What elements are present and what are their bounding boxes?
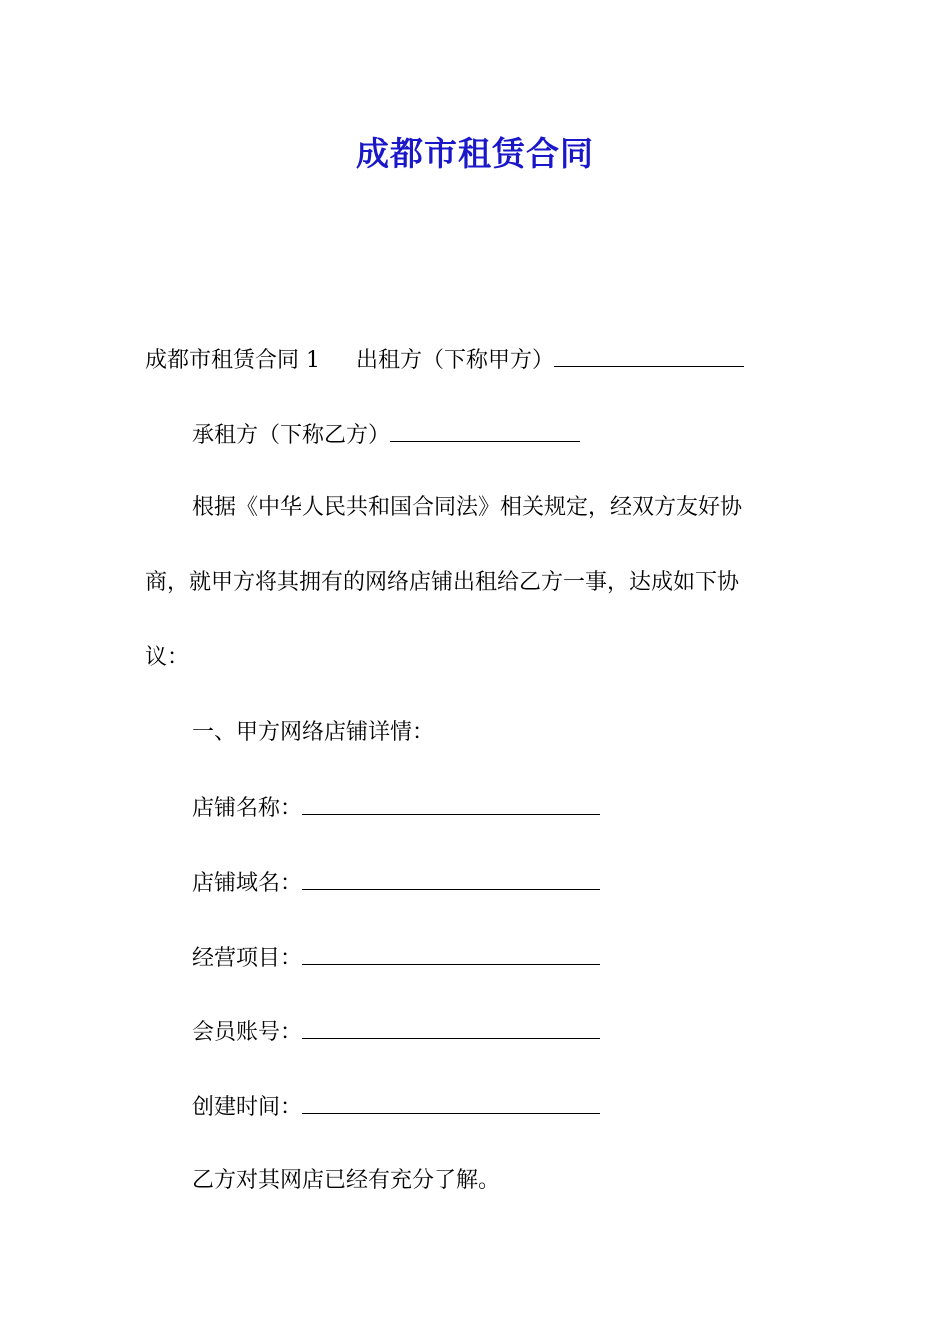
document-title: 成都市租赁合同 [356, 134, 594, 173]
paragraph-1-line-1: 根据《中华人民共和国合同法》相关规定，经双方友好协 [192, 495, 743, 520]
lessee-line [192, 419, 580, 451]
section-1-heading: 一、甲方网络店铺详情： [192, 720, 435, 745]
intro-heading: 成都市租赁合同 1 [145, 348, 320, 373]
field-blank[interactable] [302, 1091, 600, 1114]
field-blank[interactable] [302, 867, 600, 890]
lessee-label: 承租方（下称乙方） [192, 423, 391, 448]
paragraph-1-line-2: 商，就甲方将其拥有的网络店铺出租给乙方一事，达成如下协 [145, 570, 740, 595]
field-blank[interactable] [302, 792, 600, 815]
field-label: 创建时间： [192, 1095, 303, 1120]
field-row [192, 867, 600, 899]
field-blank[interactable] [302, 1016, 600, 1039]
field-label: 店铺名称： [192, 796, 303, 821]
lessor-line [145, 344, 744, 376]
lessor-label: 出租方（下称甲方） [356, 348, 555, 373]
field-row [192, 942, 600, 974]
closing-line: 乙方对其网店已经有充分了解。 [192, 1168, 501, 1193]
field-label: 店铺域名： [192, 871, 303, 896]
lessor-blank[interactable] [554, 344, 744, 367]
field-row [192, 1016, 600, 1048]
field-row [192, 792, 600, 824]
field-label: 经营项目： [192, 946, 303, 971]
field-blank[interactable] [302, 942, 600, 965]
paragraph-1-line-3: 议： [145, 645, 190, 670]
lessee-blank[interactable] [390, 419, 580, 442]
field-label: 会员账号： [192, 1020, 303, 1045]
field-row [192, 1091, 600, 1123]
